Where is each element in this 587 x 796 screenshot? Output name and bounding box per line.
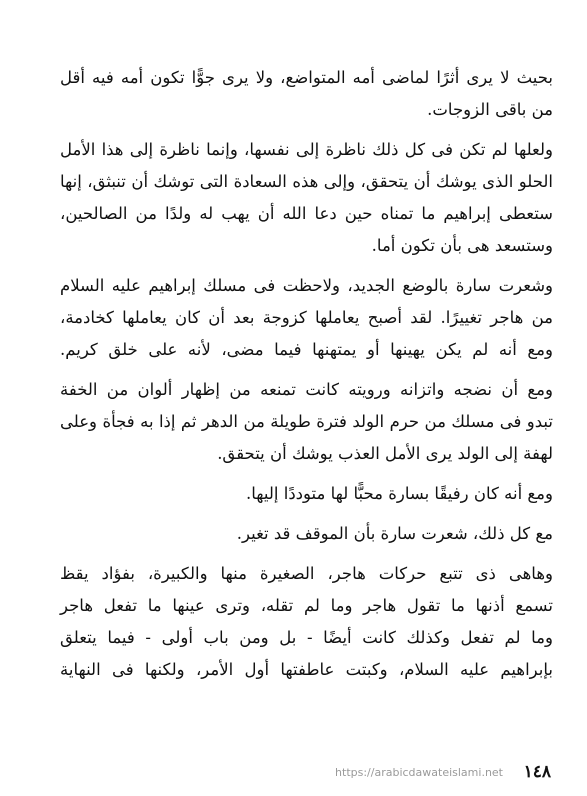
text-line: ومع أن نضجه واتزانه ورويته كانت تمنعه من إظهار ألوان من الخفة [60,380,553,399]
paragraph [60,518,553,550]
paragraph [60,478,553,510]
body-text [60,62,553,694]
text-line: ومع أنه لم يكن يهينها أو يمتهنها فيما مضى، لأنه على خلق كريم. [60,340,553,359]
text-line: من هاجر تغييرًا. لقد أصبح يعاملها كزوجة بعد أن كان يعاملها كخادمة، [60,308,553,327]
text-line: وما لم تفعل وكذلك كانت أيضًا - بل ومن باب أولى - فيما يتعلق [60,628,553,647]
text-line: تبدو فى مسلك من حرم الولد فترة طويلة من الدهر ثم إذا به فجأة وعلى [60,412,553,431]
text-line: الحلو الذى يوشك أن يتحقق، وإلى هذه السعادة التى توشك أن تنبثق، إنها [60,172,553,191]
text-line: وهاهى ذى تتبع حركات هاجر، الصغيرة منها والكبيرة، بفؤاد يقظ [60,564,553,583]
paragraph [60,374,553,470]
text-line: ولعلها لم تكن فى كل ذلك ناظرة إلى نفسها، وإنما ناظرة إلى هذا الأمل [60,140,553,159]
page-number: ١٤٨ [523,762,551,782]
text-line: بإبراهيم عليه السلام، وكبتت عاطفتها أول الأمر، ولكنها فى النهاية [60,660,553,679]
paragraph [60,558,553,686]
paragraph [60,270,553,366]
text-line: ستعطى إبراهيم ما تمناه حين دعا الله أن يهب له ولدًا من الصالحين، [60,204,553,223]
text-line: وستسعد هى بأن تكون أما. [371,236,553,255]
text-line: وشعرت سارة بالوضع الجديد، ولاحظت فى مسلك إبراهيم عليه السلام [60,276,553,295]
text-line: من باقى الزوجات. [427,100,553,119]
text-line: مع كل ذلك، شعرت سارة بأن الموقف قد تغير. [236,524,553,543]
paragraph [60,134,553,262]
page-footer [0,762,587,788]
paragraph [60,62,553,126]
text-line: بحيث لا يرى أثرًا لماضى أمه المتواضع، ولا يرى جوًّا تكون أمه فيه أقل [60,68,553,87]
text-line: تسمع أذنها ما تقول هاجر وما لم تقله، وترى عينها ما تفعل هاجر [60,596,553,615]
source-watermark-url: https://arabicdawateislami.net [335,766,503,779]
text-line: ومع أنه كان رفيقًا بسارة محبًّا لها متوددًا إليها. [246,484,553,503]
text-line: لهفة إلى الولد يرى الأمل العذب يوشك أن يتحقق. [217,444,553,463]
